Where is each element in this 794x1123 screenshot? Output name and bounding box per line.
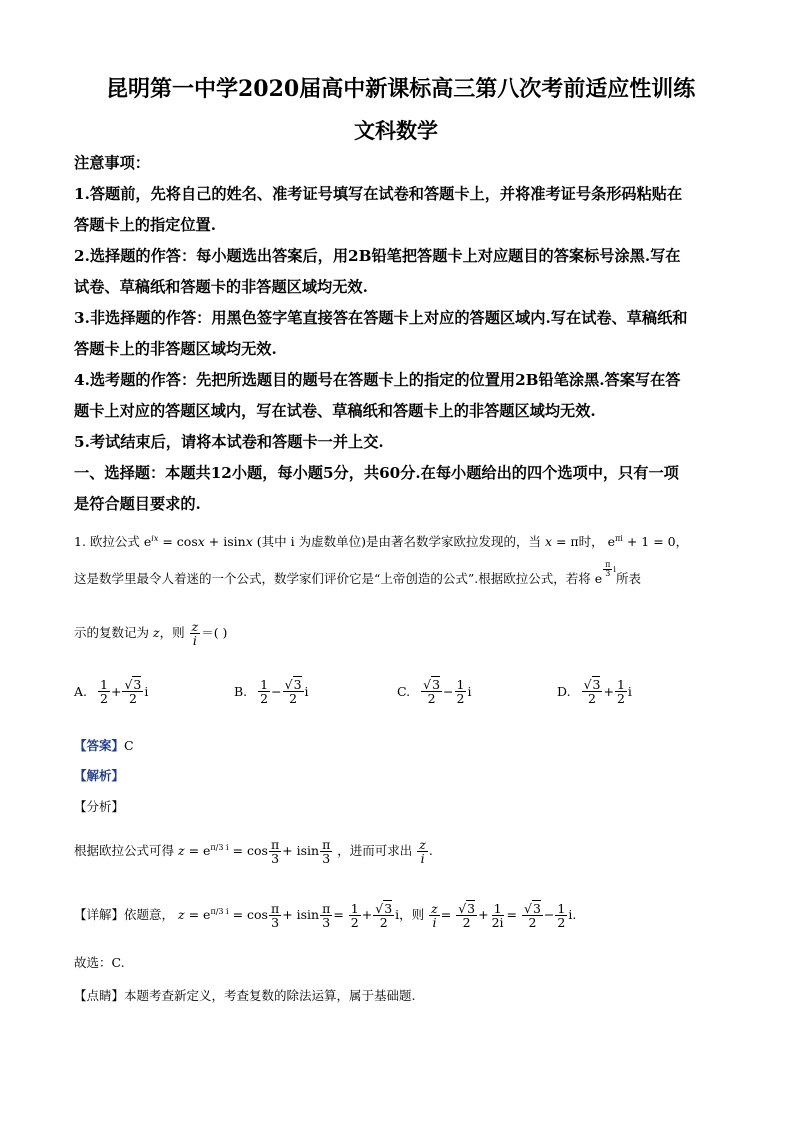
page-title: 昆明第一中学2020届高中新课标高三第八次考前适应性训练 xyxy=(106,76,696,102)
z-over-i: $\frac{z}{i}$ xyxy=(191,619,199,649)
option-d: D. $\frac{√3}{2}$ + $\frac{1}{2}$ i xyxy=(557,677,632,707)
variable-z: z xyxy=(153,625,160,641)
analysis-label: 【解析】 xyxy=(74,768,125,783)
option-a: A. $\frac{1}{2}$ + $\frac{√3}{2}$ i xyxy=(74,677,149,707)
notice-line-9: 5.考试结束后，请将本试卷和答题卡一并上交. xyxy=(74,433,384,451)
section-heading-line-2: 是符合题目要求的. xyxy=(74,495,201,513)
option-b: B. $\frac{1}{2}$ − $\frac{√3}{2}$ i xyxy=(234,677,309,707)
question-1-line-3: 示的复数记为 z，则 $\frac{z}{i}$ ＝( ) xyxy=(74,619,228,649)
euler-identity: $e^{\pi i} + 1 = 0$， xyxy=(607,533,689,549)
fenxi-label: 【分析】 xyxy=(74,799,125,814)
fenxi-formula: $z = e^{\pi/3 i} = \cos$ $\frac{\pi}{3}$ + isin $\frac{\pi}{3}$ xyxy=(178,837,331,867)
notice-line-8: 题卡上对应的答题区域内，写在试卷、草稿纸和答题卡上的非答题区域均无效. xyxy=(74,402,596,420)
detail-formula-2: $\frac{z}{i}$ = $\frac{√3}{2}$ + $\frac{1}{2i}$ = $\frac{√3}{2}$ − $\frac{1}{2}$ i xyxy=(431,901,573,931)
section-heading-line-1: 一、选择题：本题共12小题，每小题5分，共60分.在每小题给出的四个选项中，只有一项 xyxy=(74,464,679,482)
notice-line-4: 试卷、草稿纸和答题卡的非答题区域均无效. xyxy=(74,278,368,296)
notice-line-6: 答题卡上的非答题区域均无效. xyxy=(74,340,277,358)
notice-line-1: 1.答题前，先将自己的姓名、准考证号填写在试卷和答题卡上，并将准考证号条形码粘贴在 xyxy=(74,185,683,203)
detail-formula-1: $z = e^{\pi/3 i} = \cos$ $\frac{\pi}{3}$ + isin $\frac{\pi}{3}$ = $\frac{1}{2}$ + $\frac{√3}{2}$ i xyxy=(178,901,400,931)
detail-line: 【详解】依题意， $z = e^{\pi/3 i} = \cos$ $\frac{\pi}{3}$ + isin $\frac{\pi}{3}$ = $\frac{1}{2}$ + $\frac{√3}{2}$ i，则 $\frac{z}{i}$ = $\frac{√3}{2}$ + $\frac{1}{2i}$ = $\frac{√3}{2}$ − $\frac{1}{2}$ i. xyxy=(74,901,577,931)
notice-line-7: 4.选考题的作答：先把所选题目的题号在答题卡上的指定的位置用2B铅笔涂黑.答案写在答 xyxy=(74,371,681,389)
notice-line-2: 答题卡上的指定位置. xyxy=(74,216,216,234)
page-subtitle: 文科数学 xyxy=(354,118,438,143)
answer-line: 【答案】C xyxy=(74,738,134,753)
comment-line: 【点睛】本题考查新定义，考查复数的除法运算，属于基础题. xyxy=(74,988,416,1003)
x-equals-pi: x = π xyxy=(544,534,579,549)
question-1-line-2: 这是数学里最令人着迷的一个公式，数学家们评价它是“上帝创造的公式”.根据欧拉公式，若将 e $^{\frac{\pi}{3} i}$所表 xyxy=(74,560,641,587)
conclusion-line: 故选：C. xyxy=(74,955,125,970)
notice-heading: 注意事项： xyxy=(74,154,150,172)
notice-line-5: 3.非选择题的作答：用黑色签字笔直接答在答题卡上对应的答题区域内.写在试卷、草稿纸和 xyxy=(74,309,688,327)
question-1-line-1: 1. 欧拉公式 $e^{ix} = \cos x + isinx$ (其中 i 为虚数单位)是由著名数学家欧拉发现的，当 x = π时， $e^{\pi i} + 1 = 0$， xyxy=(74,533,689,549)
e-pi-over-3-i: e $^{\frac{\pi}{3} i}$ xyxy=(594,560,616,587)
fenxi-line: 根据欧拉公式可得 $z = e^{\pi/3 i} = \cos$ $\frac{\pi}{3}$ + isin $\frac{\pi}{3}$ ，进而可求出 $\frac{z}{i}$ . xyxy=(74,837,433,867)
option-c: C. $\frac{√3}{2}$ − $\frac{1}{2}$ i xyxy=(397,677,472,707)
notice-line-3: 2.选择题的作答：每小题选出答案后，用2B铅笔把答题卡上对应题目的答案标号涂黑.写在 xyxy=(74,247,681,265)
euler-formula: $e^{ix} = \cos x + isinx$ xyxy=(143,533,253,549)
